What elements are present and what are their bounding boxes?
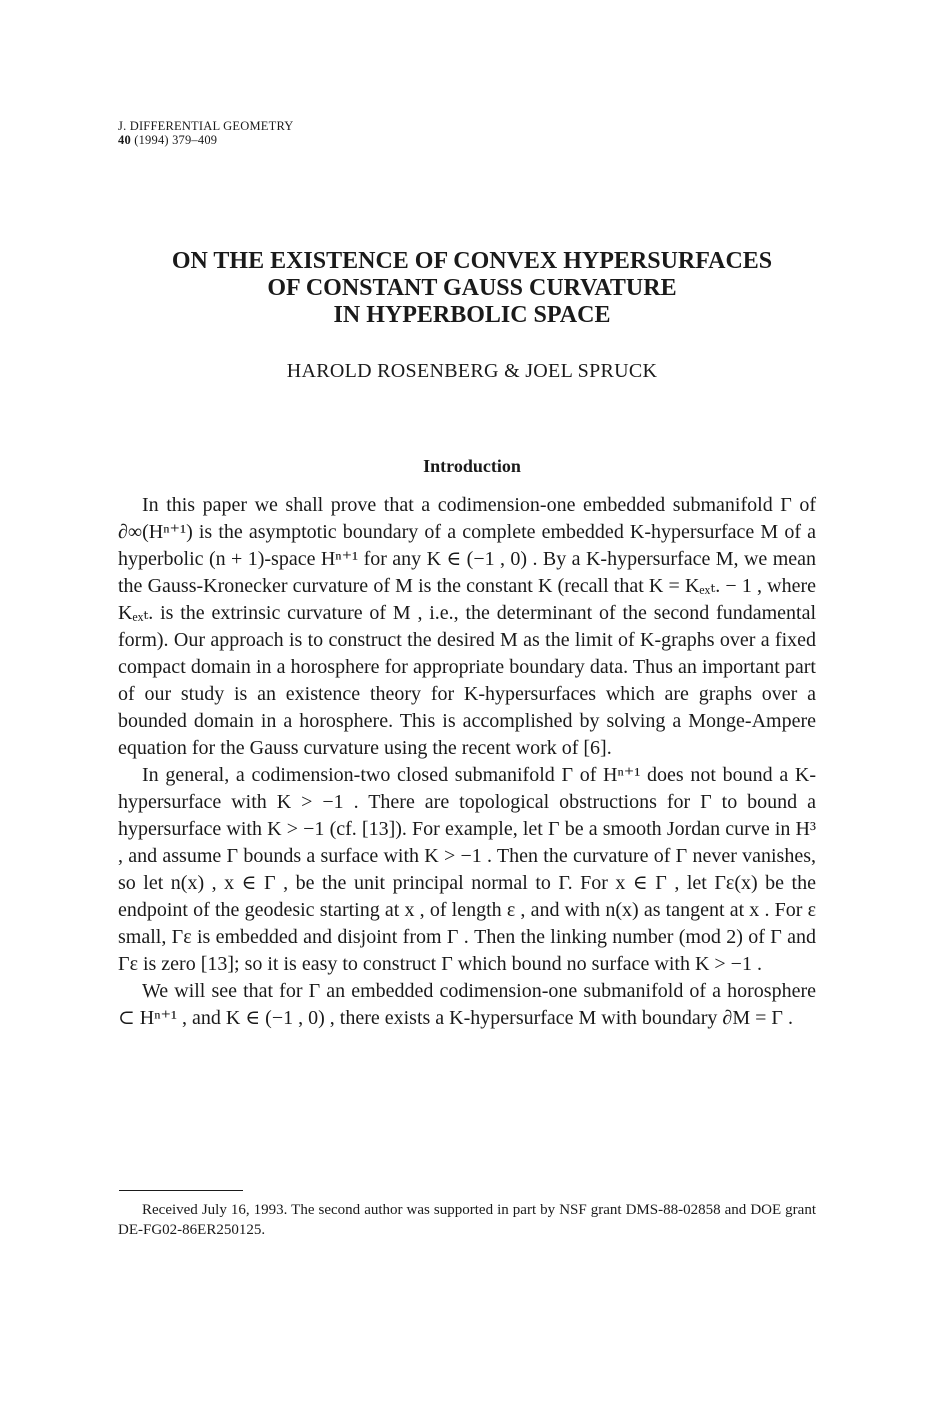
paragraph-1: In this paper we shall prove that a codimension-one embedded submanifold Γ of ∂∞(Hⁿ⁺¹) is the asymptotic boundary of a complete embedded K-hypersurface M of a hyperbolic (n + 1)-space Hⁿ⁺¹ for any K ∈ (−1 , 0) . By a K-hypersurface M, we mean the Gauss-Kronecker curvature of M is the constant K (recall that K = Kₑₓₜ. − 1 , where Kₑₓₜ. is the extrinsic curvature of M , i.e., the determinant of the second fundamental form). Our approach is to construct the desired M as the limit of K-graphs over a fixed compact domain in a horosphere for appropriate boundary data. Thus an important part of our study is an existence theory for K-hypersurfaces which are graphs over a bounded domain in a horosphere. This is accomplished by solving a Monge-Ampere equation for the Gauss curvature using the recent work of [6]. bbox=[118, 494, 816, 759]
title-line-3: IN HYPERBOLIC SPACE bbox=[333, 302, 611, 328]
journal-citation bbox=[118, 119, 294, 147]
section-heading-introduction: Introduction bbox=[423, 456, 521, 476]
journal-volume-line bbox=[118, 133, 294, 147]
authors: HAROLD ROSENBERG & JOEL SPRUCK bbox=[286, 360, 658, 382]
paper-title bbox=[0, 248, 944, 329]
title-line-2: OF CONSTANT GAUSS CURVATURE bbox=[267, 275, 677, 301]
paragraph-3: We will see that for Γ an embedded codimension-one submanifold of a horosphere ⊂ Hⁿ⁺¹ , and K ∈ (−1 , 0) , there exists a K-hypersurface M with boundary ∂M = Γ . bbox=[118, 980, 816, 1029]
footnote: Received July 16, 1993. The second author was supported in part by NSF grant DMS-88-02858 and DOE grant DE-FG02-86ER250125. bbox=[118, 1202, 816, 1238]
journal-year-pages: (1994) 379–409 bbox=[130, 133, 218, 147]
journal-volume: 40 bbox=[118, 133, 131, 147]
introduction-body bbox=[118, 492, 816, 1032]
paragraph-2: In general, a codimension-two closed submanifold Γ of Hⁿ⁺¹ does not bound a K-hypersurface with K > −1 . There are topological obstructions for Γ to bound a hypersurface with K > −1 (cf. [13]). For example, let Γ be a smooth Jordan curve in H³ , and assume Γ bounds a surface with K > −1 . Then the curvature of Γ never vanishes, so let n(x) , x ∈ Γ , be the unit principal normal to Γ. For x ∈ Γ , let Γε(x) be the endpoint of the geodesic starting at x , of length ε , and with n(x) as tangent at x . For ε small, Γε is embedded and disjoint from Γ . Then the linking number (mod 2) of Γ and Γε is zero [13]; so it is easy to construct Γ which bound no surface with K > −1 . bbox=[118, 764, 816, 975]
footnote-rule bbox=[119, 1190, 243, 1191]
journal-name: J. DIFFERENTIAL GEOMETRY bbox=[118, 119, 294, 133]
title-line-1: ON THE EXISTENCE OF CONVEX HYPERSURFACES bbox=[171, 248, 773, 274]
